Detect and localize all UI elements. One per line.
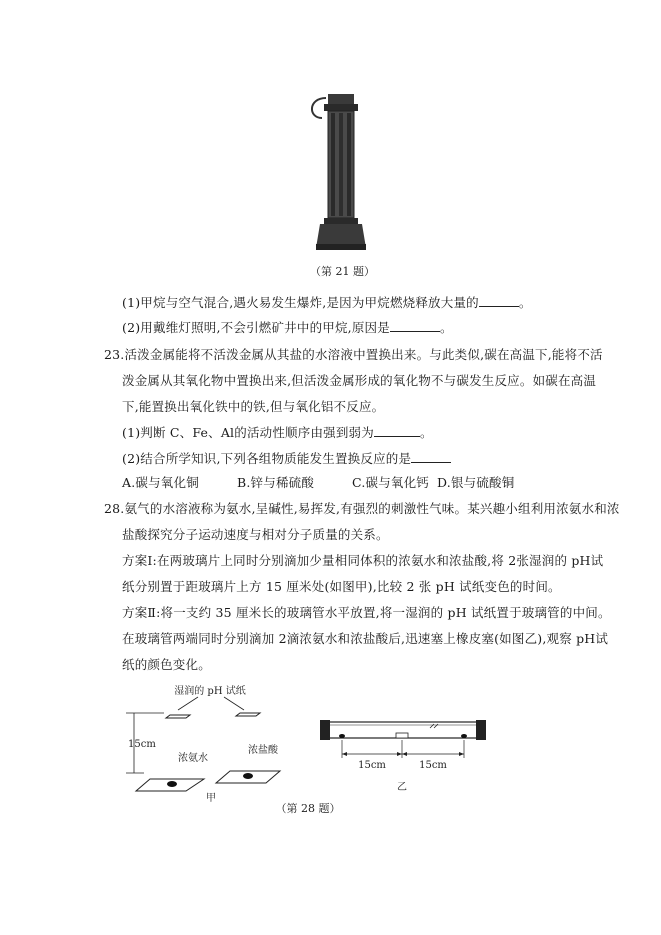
- q28-line1: 28.氨气的水溶液称为氨水,呈碱性,易挥发,有强烈的刺激性气味。某兴趣小组利用浓氨水和浓: [104, 501, 620, 516]
- q21-part1-blank[interactable]: [479, 294, 519, 307]
- q23-line2: 泼金属从其氧化物中置换出来,但活泼金属形成的氧化物不与碳发生反应。如碳在高温: [122, 373, 597, 388]
- q21-part2: [122, 319, 453, 337]
- jia-label: 甲: [206, 793, 216, 803]
- q23-line1: 23.活泼金属能将不活泼金属从其盐的水溶液中置换出来。与此类似,碳在高温下,能将不活: [104, 347, 603, 362]
- height-label: 15cm: [128, 739, 156, 750]
- q23-part2-text: (2)结合所学知识,下列各组物质能发生置换反应的是: [122, 451, 412, 466]
- q23-part1: [122, 424, 433, 442]
- q28-scheme1-line2: 纸分别置于距玻璃片上方 15 厘米处(如图甲),比较 2 张 pH 试纸变色的时间。: [122, 579, 561, 594]
- q23-option-d[interactable]: D.银与硫酸铜: [437, 475, 515, 490]
- figure-21-caption: （第 21 题）: [310, 265, 375, 278]
- q28-scheme2-line1: 方案Ⅱ:将一支约 35 厘米长的玻璃管水平放置,将一湿润的 pH 试纸置于玻璃管的中间。: [122, 605, 611, 620]
- q23-option-a[interactable]: A.碳与氧化铜: [122, 475, 199, 490]
- ph-paper-label: 湿润的 pH 试纸: [174, 686, 246, 697]
- q21-part2-end: 。: [439, 320, 453, 335]
- davy-lamp-figure: [300, 88, 380, 258]
- q21-part1-text: (1)甲烷与空气混合,遇火易发生爆炸,是因为甲烷燃烧释放大量的: [122, 295, 479, 310]
- q23-part1-blank[interactable]: [374, 424, 420, 437]
- q23-options: [122, 474, 514, 492]
- q23-part1-text: (1)判断 C、Fe、Al的活动性顺序由强到弱为: [122, 425, 374, 440]
- q28-scheme2-line2: 在玻璃管两端同时分别滴加 2滴浓氨水和浓盐酸后,迅速塞上橡皮塞(如图乙),观察 pH试: [122, 631, 609, 646]
- q28-line2: 盐酸探究分子运动速度与相对分子质量的关系。: [122, 527, 389, 542]
- q23-part2: [122, 450, 451, 468]
- q23-part1-end: 。: [419, 425, 433, 440]
- q23-line3: 下,能置换出氧化铁中的铁,但与氧化铝不反应。: [122, 399, 385, 414]
- q28-scheme1-line1: 方案Ⅰ:在两玻璃片上同时分别滴加少量相同体积的浓氨水和浓盐酸,将 2张湿润的 pH试: [122, 553, 604, 568]
- q23-part2-blank[interactable]: [411, 450, 451, 463]
- figure-yi: [318, 712, 498, 792]
- ammonia-label: 浓氨水: [178, 753, 208, 764]
- q23-option-c[interactable]: C.碳与氧化钙: [352, 475, 429, 490]
- q21-part1-end: 。: [518, 295, 532, 310]
- yi-label: 乙: [397, 782, 407, 792]
- q21-part2-text: (2)用戴维灯照明,不会引燃矿井中的甲烷,原因是: [122, 320, 390, 335]
- q21-part1: [122, 294, 532, 312]
- q23-option-b[interactable]: B.锌与稀硫酸: [237, 475, 315, 490]
- figure-28-caption: （第 28 题）: [275, 802, 341, 815]
- q28-scheme2-line3: 纸的颜色变化。: [122, 657, 211, 672]
- q21-part2-blank[interactable]: [390, 319, 440, 332]
- figure-jia: [120, 683, 300, 803]
- segment-right-label: 15cm: [419, 760, 447, 771]
- segment-left-label: 15cm: [358, 760, 386, 771]
- hcl-label: 浓盐酸: [248, 745, 278, 756]
